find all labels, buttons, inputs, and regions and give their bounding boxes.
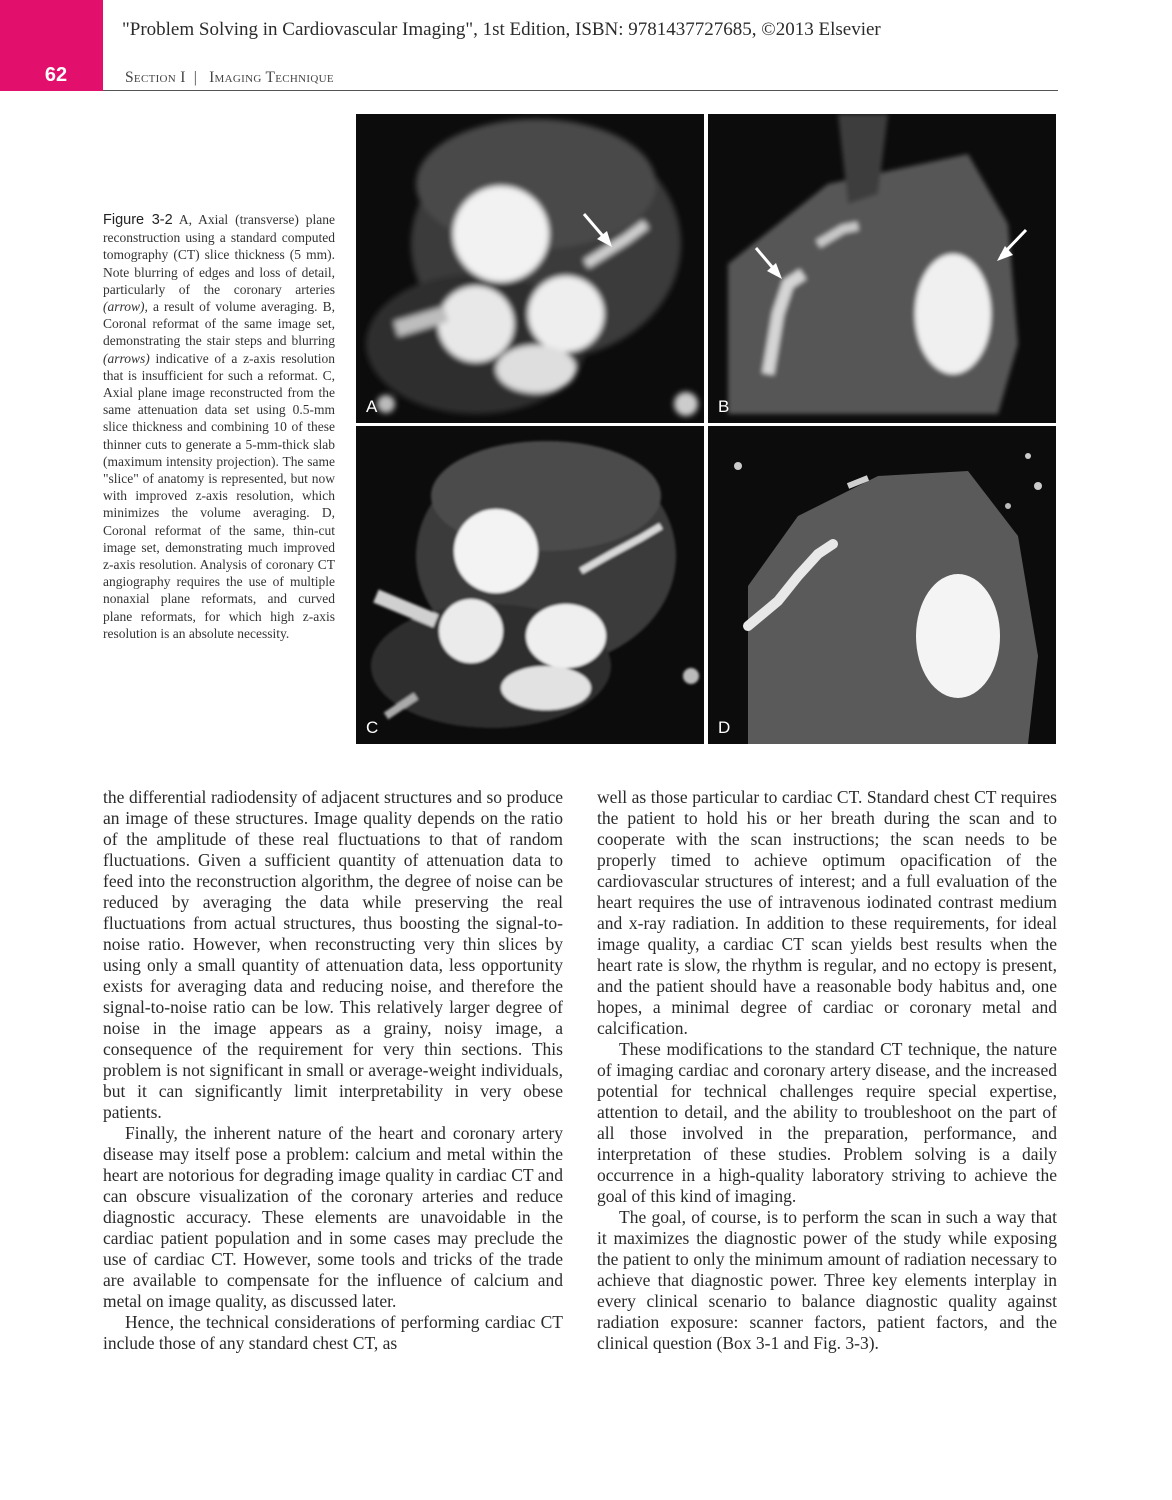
ct-axial-thin-slab-image: [356, 426, 704, 744]
ct-coronal-thin-cut-image: [708, 426, 1056, 744]
panel-label-b: B: [718, 397, 730, 416]
section-label: Section I: [125, 69, 186, 86]
panel-label-a: A: [366, 397, 378, 416]
panel-c: [356, 426, 704, 744]
caption-arrows-note: (arrows): [103, 350, 150, 366]
paragraph: the differential radiodensity of adjacent structures and so produce an image of these structures. Image quality depends on the ratio of the amplitude of these real fluctuations to that of random fluctuations. Given a sufficient quantity of attenuation data to feed into the reconstruction algorithm, the degree of noise can be reduced by averaging the data while preserving the real fluctuations from actual structures, thus boosting the signal-to-noise ratio. However, when reconstructing very thin slices by using only a small quantity of attenuation data, less opportunity exists for averaging data and reducing noise, and therefore the signal-to-noise ratio can be low. This relatively larger degree of noise in the image appears as a grainy, noisy image, a consequence of the requirement for very thin sections. This problem is not significant in small or average-weight individuals, but it can significantly limit interpretability in very obese patients.: [103, 787, 563, 1122]
source-citation: "Problem Solving in Cardiovascular Imaging", 1st Edition, ISBN: 9781437727685, ©2013 Elsevier: [122, 19, 881, 40]
paragraph: Hence, the technical considerations of performing cardiac CT include those of any standard chest CT, as: [103, 1312, 563, 1353]
caption-arrow-note: (arrow),: [103, 299, 148, 315]
panel-d: [708, 426, 1056, 744]
panel-b: [708, 114, 1056, 423]
paragraph: These modifications to the standard CT technique, the nature of imaging cardiac and coronary artery disease, and the increased potential for technical challenges require special expertise, attention to detail, and the ability to troubleshoot on the part of all those involved in the preparation, performance, and interpretation of these studies. Problem solving is a daily occurrence in a high-quality laboratory striving to achieve the goal of this kind of imaging.: [597, 1039, 1057, 1206]
caption-part-c: indicative of a z-axis resolution that is insufficient for such a reformat. C, Axial plane image reconstructed from the same attenuation data set using 0.5-mm slice thickness and combining 10 of these thinner cuts to generate a 5-mm-thick slab (maximum intensity projection). The same "slice" of anatomy is represented, but now with improved z-axis resolution, which minimizes the volume averaging. D, Coronal reformat of the same, thin-cut image set, demonstrating much improved z-axis resolution. Analysis of coronary CT angiography requires the use of multiple nonaxial plane reformats, and curved plane reformats, for which high z-axis resolution is an absolute necessity.: [103, 350, 336, 641]
body-column-left: [103, 787, 563, 1354]
figure-caption: [103, 211, 335, 642]
running-head: [125, 69, 334, 87]
figure-3-2: [356, 114, 1058, 744]
page-number: 62: [44, 64, 68, 86]
body-column-right: [597, 787, 1057, 1354]
ct-coronal-blurred-image: [708, 114, 1056, 423]
figure-label: Figure 3-2: [103, 212, 173, 228]
ct-axial-blurred-image: [356, 114, 704, 423]
caption-part-a: A, Axial (transverse) plane reconstruction using a standard computed tomography (CT) slice thickness (5 mm). Note blurring of edges and loss of detail, particularly of the coronary arteries: [103, 212, 335, 297]
panel-a: [356, 114, 704, 423]
paragraph: The goal, of course, is to perform the scan in such a way that it maximizes the diagnostic power of the study while exposing the patient to only the minimum amount of radiation necessary to achieve that diagnostic power. Three key elements interplay in every clinical scenario to balance diagnostic quality against radiation exposure: scanner factors, patient factors, and the clinical question (Box 3-1 and Fig. 3-3).: [597, 1207, 1057, 1353]
running-head-divider: |: [193, 69, 198, 86]
panel-label-c: C: [366, 718, 379, 737]
chapter-title: Imaging Technique: [209, 69, 334, 86]
paragraph: well as those particular to cardiac CT. Standard chest CT requires the patient to hold his or her breath during the scan and to cooperate with the scan instructions; the scan needs to be properly timed to achieve optimum opacification of the cardiovascular structures of interest; and a full evaluation of the heart requires the use of intravenous iodinated contrast medium and x-ray radiation. In addition to these requirements, for ideal image quality, a cardiac CT scan yields best results when the heart rate is slow, the rhythm is regular, and no ectopy is present, and the patient should have a reasonable body habitus and, one hopes, a minimal degree of cardiac or coronary metal and calcification.: [597, 787, 1057, 1038]
paragraph: Finally, the inherent nature of the heart and coronary artery disease may itself pose a problem: calcium and metal within the heart are notorious for degrading image quality in cardiac CT and can obscure visualization of the coronary arteries and reduce diagnostic accuracy. These elements are unavoidable in the cardiac patient population and in some cases may preclude the use of cardiac CT. However, some tools and tricks of the trade are available to compensate for the influence of calcium and metal on image quality, as discussed later.: [103, 1123, 563, 1311]
panel-label-d: D: [718, 718, 731, 737]
header-rule: [103, 90, 1058, 91]
caption-part-b: a result of volume averaging. B, Coronal reformat of the same image set, demonstrating the stair steps and blurring: [103, 299, 336, 349]
